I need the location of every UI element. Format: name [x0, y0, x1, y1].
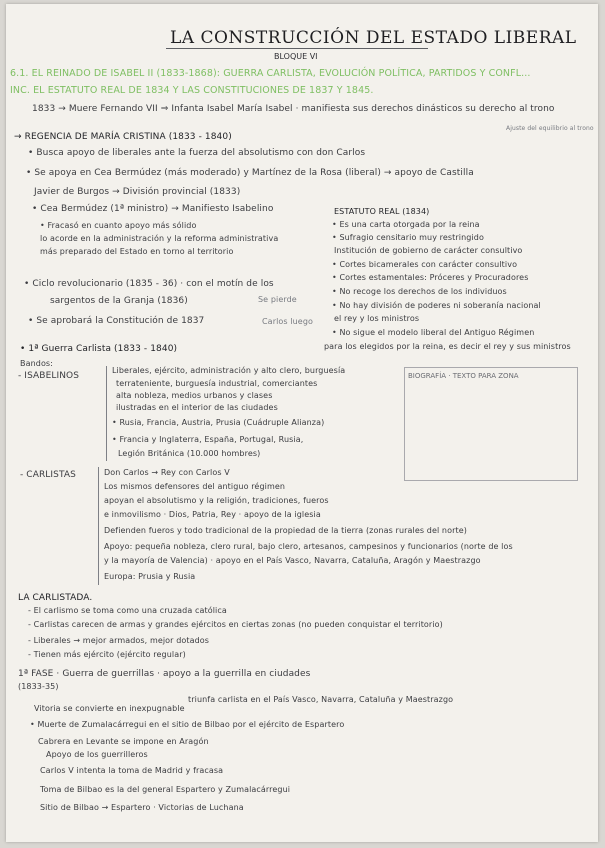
side-note: • Es una carta otorgada por la reina: [332, 220, 480, 229]
note-line: terrateniente, burguesía industrial, comerciantes: [116, 379, 318, 388]
note-line: - Tienen más ejército (ejército regular): [28, 650, 186, 659]
side-note: • Cortes bicamerales con carácter consultivo: [332, 260, 518, 269]
note-line: más preparado del Estado en torno al territorio: [40, 247, 234, 256]
note-line: Javier de Burgos → División provincial (1833): [34, 187, 241, 197]
section-heading-line-1: 6.1. EL REINADO DE ISABEL II (1833-1868): GUERRA CARLISTA, EVOLUCIÓN POLÍTICA, PARTIDOS Y CONFL...: [10, 68, 531, 79]
note-line: Cabrera en Levante se impone en Aragón: [38, 737, 209, 746]
note-line: • Rusia, Francia, Austria, Prusia (Cuádruple Alianza): [112, 418, 325, 427]
note-line: ilustradas en el interior de las ciudades: [116, 403, 278, 412]
note-line: (1833-35): [18, 682, 59, 691]
pencil-note: Se pierde: [258, 295, 297, 304]
note-line: LA CARLISTADA.: [18, 593, 93, 603]
note-line: - ISABELINOS: [18, 371, 80, 381]
side-heading: ESTATUTO REAL (1834): [334, 207, 430, 216]
note-line: - Liberales → mejor armados, mejor dotados: [28, 636, 210, 645]
note-line: Apoyo de los guerrilleros: [46, 750, 148, 759]
notebook-page: [6, 4, 598, 842]
note-line: 1833 → Muere Fernando VII ⇒ Infanta Isabel María Isabel · manifiesta sus derechos dinásticos su derecho al trono: [32, 104, 555, 114]
side-note: • Sufragio censitario muy restringido: [332, 233, 484, 242]
note-line: Apoyo: pequeña nobleza, clero rural, bajo clero, artesanos, campesinos y funcionarios (norte de los: [104, 542, 513, 551]
note-line: • Cea Bermúdez (1ª ministro) → Manifiesto Isabelino: [32, 204, 274, 214]
note-line: → REGENCIA DE MARÍA CRISTINA (1833 - 1840): [14, 132, 232, 142]
pencil-note: Ajuste del equilibrio al trono: [506, 125, 594, 132]
note-line: Vitoria se convierte en inexpugnable: [34, 704, 185, 713]
bracket: [106, 366, 107, 461]
box-label: BIOGRAFÍA · TEXTO PARA ZONA: [408, 372, 519, 380]
note-line: e inmovilismo · Dios, Patria, Rey · apoyo de la iglesia: [104, 510, 321, 519]
note-line: lo acorde en la administración y la reforma administrativa: [40, 234, 279, 243]
side-note: • Cortes estamentales: Próceres y Procuradores: [332, 273, 529, 282]
note-line: • Muerte de Zumalacárregui en el sitio de Bilbao por el ejército de Espartero: [30, 720, 345, 729]
note-line: triunfa carlista en el País Vasco, Navarra, Cataluña y Maestrazgo: [188, 695, 454, 704]
page-title: LA CONSTRUCCIÓN DEL ESTADO LIBERAL: [170, 28, 577, 48]
side-note: Institución de gobierno de carácter consultivo: [334, 246, 523, 255]
section-heading-line-2: INC. EL ESTATUTO REAL DE 1834 Y LAS CONSTITUCIONES DE 1837 Y 1845.: [10, 85, 374, 96]
note-line: • Se aprobará la Constitución de 1837: [28, 316, 205, 326]
note-line: Los mismos defensores del antiguo régimen: [104, 482, 286, 491]
note-line: • Se apoya en Cea Bermúdez (más moderado) y Martínez de la Rosa (liberal) → apoyo de Castilla: [26, 168, 474, 178]
side-note: para los elegidos por la reina, es decir el rey y sus ministros: [324, 342, 571, 351]
note-line: • Ciclo revolucionario (1835 - 36) · con el motín de los: [24, 279, 274, 289]
note-line: alta nobleza, medios urbanos y clases: [116, 391, 273, 400]
note-line: 1ª FASE · Guerra de guerrillas · apoyo a la guerrilla en ciudades: [18, 669, 311, 679]
note-line: Don Carlos → Rey con Carlos V: [104, 468, 230, 477]
empty-note-box: [404, 367, 578, 481]
note-line: - Carlistas carecen de armas y grandes ejércitos en ciertas zonas (no pueden conquistar el territorio): [28, 620, 443, 629]
note-line: • Fracasó en cuanto apoyo más sólido: [40, 221, 197, 230]
pencil-note: Carlos luego: [262, 317, 313, 326]
note-line: Toma de Bilbao es la del general Espartero y Zumalacárregui: [40, 785, 291, 794]
bracket: [98, 467, 99, 585]
note-line: y la mayoría de Valencia) · apoyo en el País Vasco, Navarra, Cataluña, Aragón y Maestrazgo: [104, 556, 481, 565]
note-line: Defienden fueros y todo tradicional de la propiedad de la tierra (zonas rurales del norte): [104, 526, 467, 535]
side-note: el rey y los ministros: [334, 314, 420, 323]
note-line: - CARLISTAS: [20, 470, 76, 480]
title-underline: [166, 48, 428, 49]
note-line: Sitio de Bilbao → Espartero · Victorias de Luchana: [40, 803, 244, 812]
note-line: Europa: Prusia y Rusia: [104, 572, 196, 581]
note-line: • Francia y Inglaterra, España, Portugal, Rusia,: [112, 435, 304, 444]
note-line: apoyan el absolutismo y la religión, tradiciones, fueros: [104, 496, 329, 505]
side-note: • No recoge los derechos de los individuos: [332, 287, 507, 296]
side-note: • No hay división de poderes ni soberanía nacional: [332, 301, 541, 310]
note-line: sargentos de la Granja (1836): [50, 296, 188, 306]
page-subtitle: BLOQUE VI: [274, 52, 318, 61]
note-line: Bandos:: [20, 359, 53, 368]
side-note: • No sigue el modelo liberal del Antiguo Régimen: [332, 328, 535, 337]
note-line: • Busca apoyo de liberales ante la fuerza del absolutismo con don Carlos: [28, 148, 366, 158]
note-line: - El carlismo se toma como una cruzada católica: [28, 606, 227, 615]
note-line: Liberales, ejército, administración y alto clero, burguesía: [112, 366, 346, 375]
note-line: Legión Británica (10.000 hombres): [118, 449, 261, 458]
note-line: Carlos V intenta la toma de Madrid y fracasa: [40, 766, 224, 775]
note-line: • 1ª Guerra Carlista (1833 - 1840): [20, 344, 178, 354]
